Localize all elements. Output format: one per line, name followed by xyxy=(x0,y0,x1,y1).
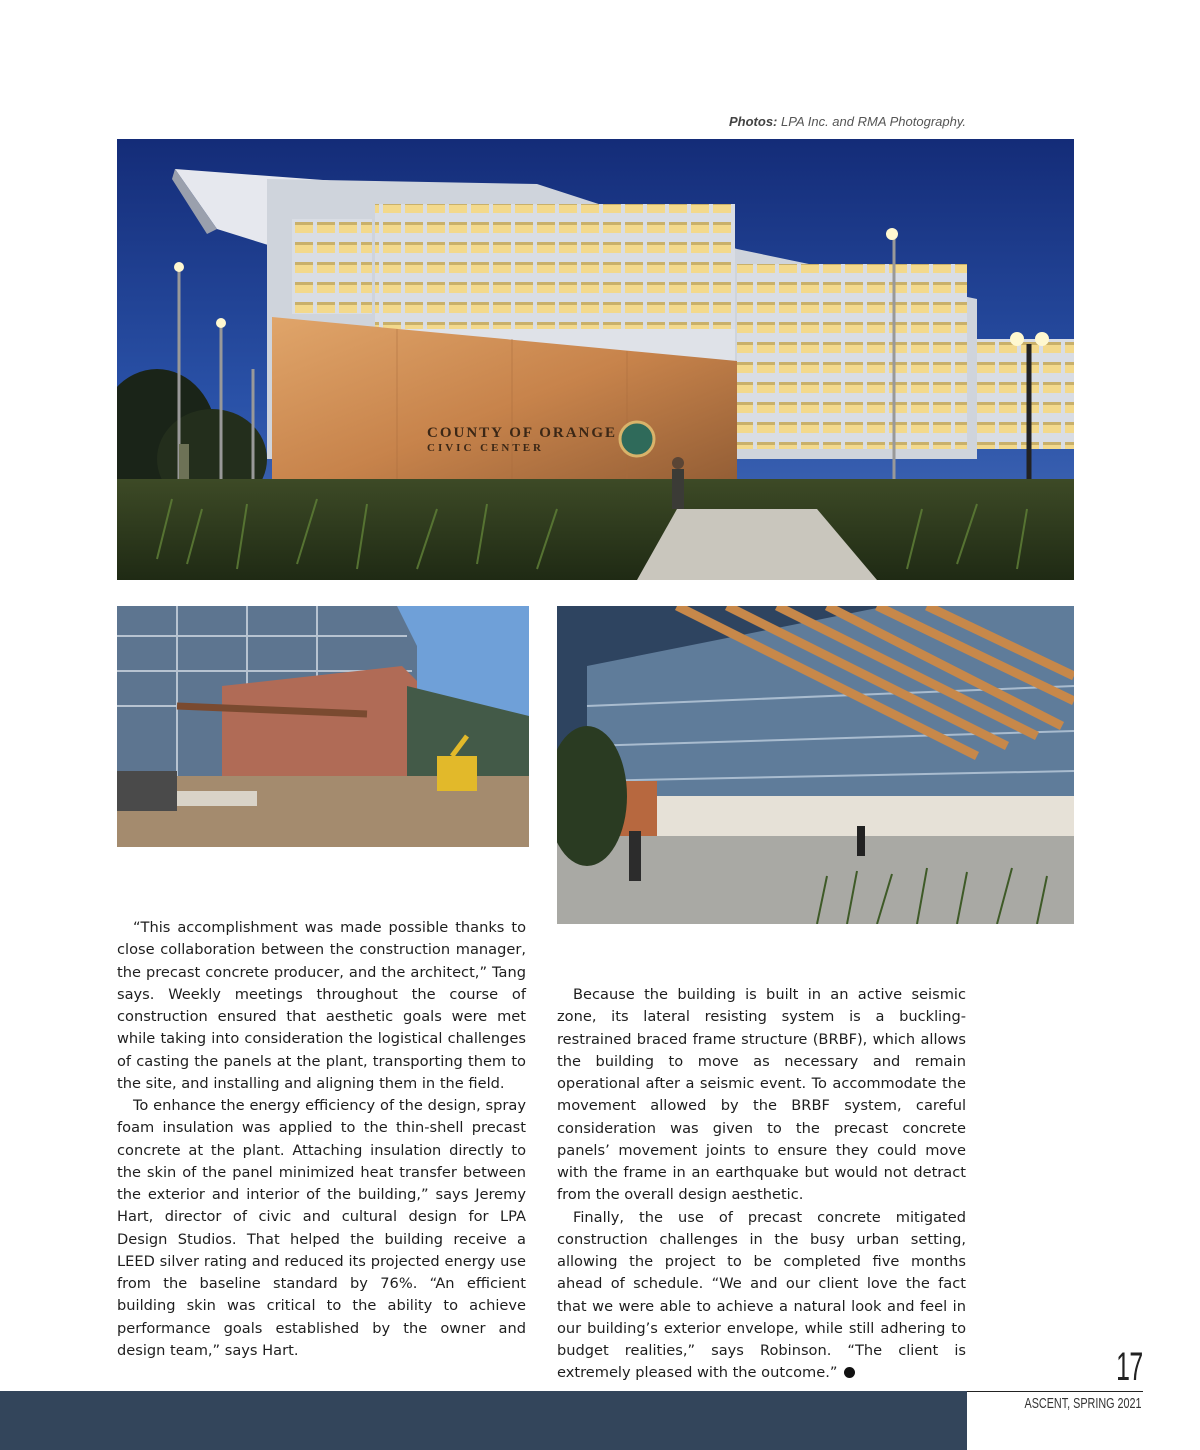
article-paragraph xyxy=(557,1207,966,1385)
page-number: 17 xyxy=(1115,1345,1142,1389)
photo-credit-label: Photos: xyxy=(729,114,778,129)
sign-line-2: CIVIC CENTER xyxy=(427,442,544,454)
photo-construction-site xyxy=(117,606,529,847)
civic-center-illustration xyxy=(117,139,1074,580)
article-paragraph: Because the building is built in an active seismic zone, its lateral resisting system is a buckling-restrained braced frame structure (BRBF), which allows the building to move as necessary and remain operational after a seismic event. To accommodate the movement allowed by the BRBF system, careful consideration was given to the precast concrete panels’ movement joints to ensure they could move with the frame in an earthquake but would not detract from the overall design aesthetic. xyxy=(557,986,966,1204)
excavator-icon xyxy=(437,756,477,791)
article-column-left xyxy=(117,917,526,1362)
footer-band xyxy=(0,1391,967,1450)
photo-credit xyxy=(729,114,966,129)
photo-civic-center-night xyxy=(117,139,1074,580)
sign-line-1: COUNTY OF ORANGE xyxy=(427,425,618,441)
article-column-right xyxy=(557,984,966,1385)
article-paragraph: To enhance the energy efficiency of the design, spray foam insulation was applied to the thin-shell precast concrete at the plant. Attaching insulation directly to the skin of the panel minimized heat transfer between the exterior and interior of the building,” says Jeremy Hart, director of civic and cultural design for LPA Design Studios. That helped the building receive a LEED silver rating and reduced its projected energy use from the baseline standard by 76%. “An efficient building skin was critical to the ability to achieve performance goals established by the owner and design team,” says Hart. xyxy=(117,1097,526,1359)
courtyard-illustration xyxy=(557,606,1074,924)
photo-courtyard-trellis xyxy=(557,606,1074,924)
footer-divider xyxy=(967,1391,1143,1392)
county-seal-icon xyxy=(620,422,654,456)
article-paragraph-text: Finally, the use of precast concrete mitigated construction challenges in the busy urban setting, allowing the project to be completed five months ahead of schedule. “We and our client love the fact that we were able to achieve a natural look and feel in our building’s exterior envelope, while still adhering to budget realities,” says Robinson. “The client is extremely pleased with the outcome.” xyxy=(557,1208,966,1382)
end-of-article-bullet-icon xyxy=(844,1367,855,1378)
article-paragraph: “This accomplishment was made possible thanks to close collaboration between the construction manager, the precast concrete producer, and the architect,” Tang says. Weekly meetings throughout the course of construction ensured that aesthetic goals were met while taking into consideration the logistical challenges of casting the panels at the plant, transporting them to the site, and installing and aligning them in the field. xyxy=(117,919,526,1092)
photo-credit-text: LPA Inc. and RMA Photography. xyxy=(777,114,966,129)
construction-illustration xyxy=(117,606,529,847)
issue-label: ASCENT, SPRING 2021 xyxy=(1024,1395,1142,1412)
